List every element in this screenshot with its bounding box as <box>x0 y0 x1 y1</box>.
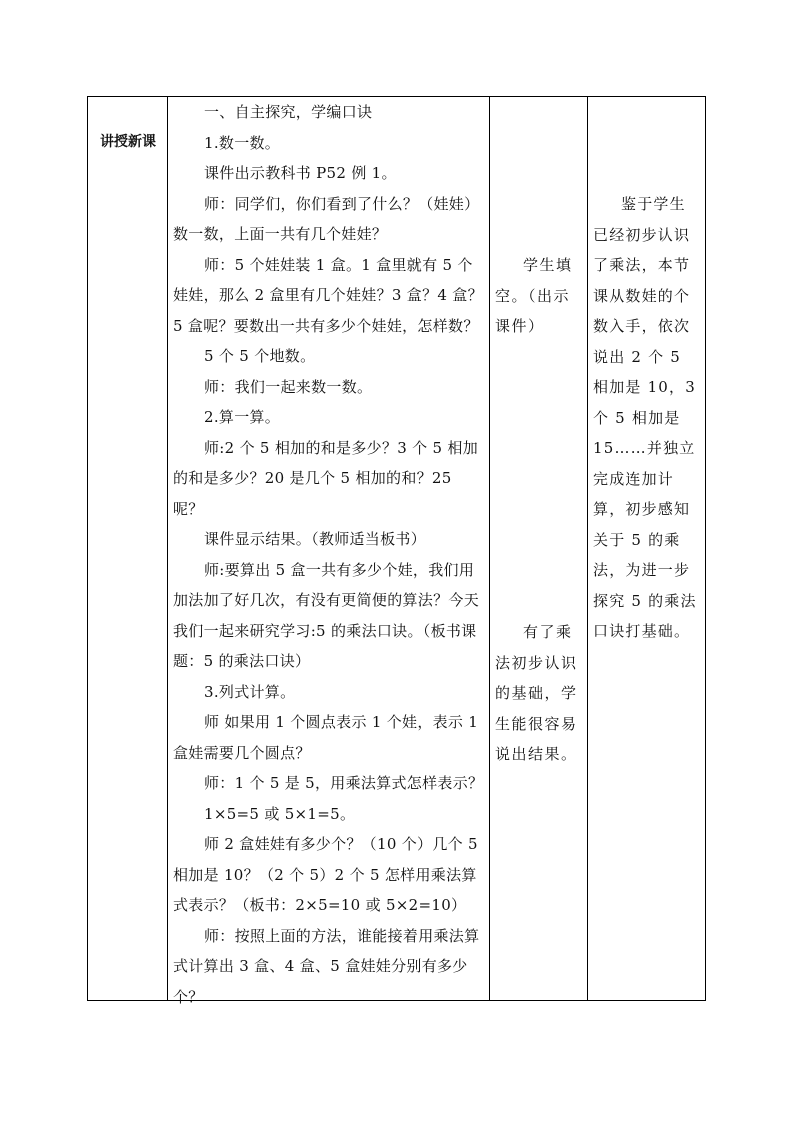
column-divider <box>587 97 588 1000</box>
process-line: 师：同学们，你们看到了什么？（娃娃）数一数，上面一共有几个娃娃？ <box>173 194 480 243</box>
process-line: 师:要算出 5 盒一共有多少个娃，我们用加法加了好几次，有没有更简便的算法？今天我们一起来研究学习:5 的乘法口诀。（板书课题：5 的乘法口诀） <box>173 560 480 670</box>
student-note: 学生填空。（出示课件） <box>495 256 573 335</box>
design-intent-text: 鉴于学生已经初步认识了乘法，本节课从数娃的个数入手，依次说出 2 个 5 相加是 10，3 个 5 相加是 15……并独立完成连加计算，初步感知关于 5 的乘法，为进一步探究 5 的乘法口诀打基础。 <box>593 195 697 640</box>
process-line: 一、自主探究，学编口诀 <box>204 103 373 121</box>
process-line: 师 2 盒娃娃有多少个？（10 个）几个 5 相加是 10？（2 个 5）2 个 5 怎样用乘法算式表示？（板书：2×5=10 或 5×2=10） <box>173 835 478 914</box>
process-line: 师 如果用 1 个圆点表示 1 个娃，表示 1 盒娃需要几个圆点？ <box>173 713 479 762</box>
process-line: 1×5=5 或 5×1=5。 <box>204 804 356 823</box>
process-line: 5 个 5 个地数。 <box>204 347 316 365</box>
column-divider <box>167 97 168 1000</box>
design-intent-cell <box>593 189 701 647</box>
teaching-process-cell <box>173 97 486 1012</box>
process-line: 1.数一数。 <box>204 133 281 152</box>
column-divider <box>489 97 490 1000</box>
process-line: 师：按照上面的方法，谁能接着用乘法算式计算出 3 盒、4 盒、5 盒娃娃分别有多少个？ <box>173 926 480 1006</box>
process-line: 师：我们一起来数一数。 <box>204 377 373 396</box>
process-line: 课件出示教科书 P52 例 1。 <box>204 164 397 182</box>
process-line: 师：5 个娃娃装 1 盒。1 盒里就有 5 个娃娃，那么 2 盒里有几个娃娃？3 盒？4 盒？5 盒呢？要数出一共有多少个娃娃，怎样数？ <box>173 255 483 335</box>
row-label: 讲授新课 <box>100 134 156 150</box>
process-line: 3.列式计算。 <box>204 682 296 701</box>
process-line: 课件显示结果。（教师适当板书） <box>204 530 427 548</box>
process-line: 2.算一算。 <box>204 408 281 426</box>
process-line: 师：1 个 5 是 5，用乘法算式怎样表示？ <box>204 774 484 792</box>
process-line: 师:2 个 5 相加的和是多少？3 个 5 相加的和是多少？20 是几个 5 相加的和？25 呢？ <box>173 438 479 518</box>
student-note: 有了乘法初步认识的基础，学生能很容易说出结果。 <box>495 623 578 763</box>
lesson-table <box>87 96 706 1006</box>
